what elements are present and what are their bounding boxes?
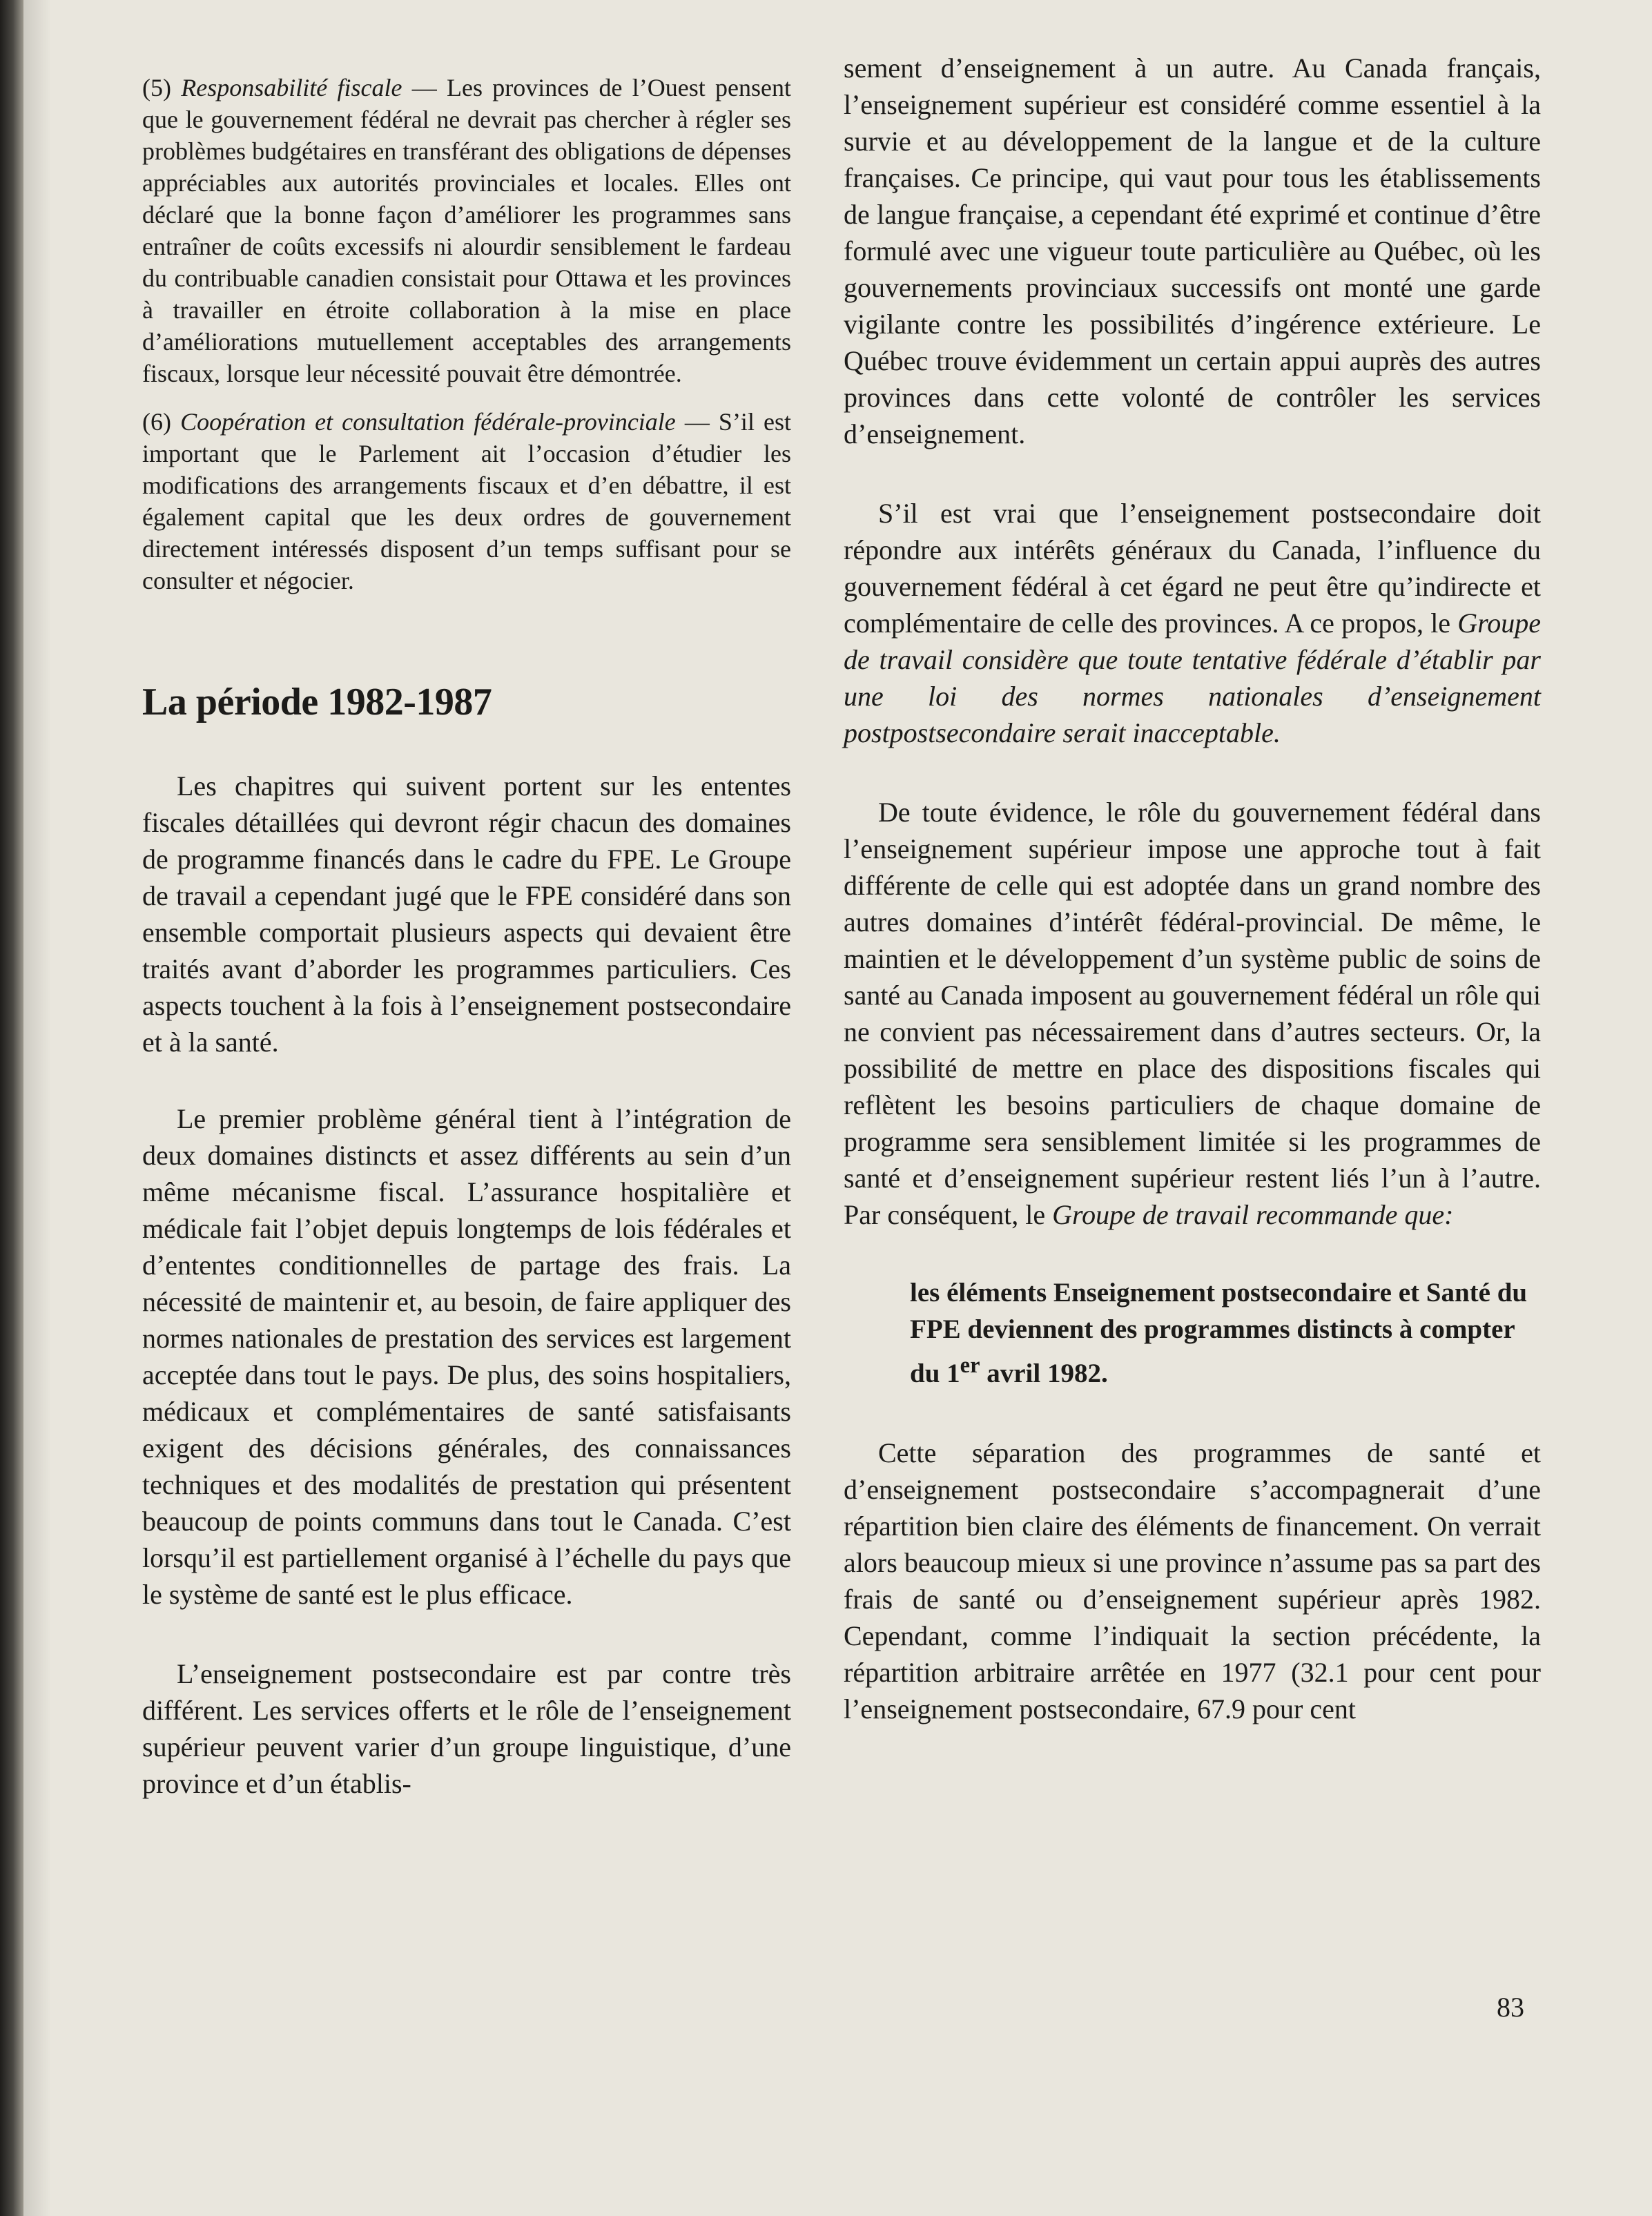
page-shadow xyxy=(23,0,51,2216)
paragraph-continuation: sement d’enseignement à un autre. Au Canada français, l’enseignement supérieur est considéré comme essentiel à la survie et au développement de la langue et de la culture françaises. Ce principe, qui vaut pour tous les établissements de langue française, a cependant été exprimé et continue d’être formulé avec une vigueur toute particulière au Québec, où les gouvernements provinciaux successifs ont monté une garde vigilante contre les possibilités d’ingérence extérieure. Le Québec trouve évidemment un certain appui auprès des autres provinces dans cette volonté de contrôler les services d’enseignement. xyxy=(844,52,1541,449)
left-column xyxy=(142,72,791,1802)
item-5-text: — Les provinces de l’Ouest pensent que le gouvernement fédéral ne devrait pas chercher à régler ses problèmes budgétaires en transférant des obligations de dépenses appréciables aux autorités provinciales et locales. Elles ont déclaré que la bonne façon d’améliorer les programmes sans entraîner de coûts excessifs ni alourdir sensiblement le fardeau du contribuable canadien consistait pour Ottawa et les provinces à travailler en étroite collaboration à la mise en place d’améliorations mutuellement acceptables des arrangements fiscaux, lorsque leur nécessité pouvait être démontrée. xyxy=(142,74,792,387)
paragraph-first-problem: Le premier problème général tient à l’intégration de deux domaines distincts et assez différents au sein d’un même mécanisme fiscal. L’assurance hospitalière et médicale fait l’objet depuis longtemps de lois fédérales et d’ententes conditionnelles de partage des frais. La nécessité de maintenir et, au besoin, de faire appliquer des normes nationales de prestation des services est largement acceptée dans tout le pays. De plus, des soins hospitaliers, médicaux et complémentaires de santé satisfaisants exigent des décisions générales, des connaissances techniques et des modalités de prestation qui présentent beaucoup de points communs dans tout le Canada. C’est lorsqu’il est partiellement organisé à l’échelle du pays que le système de santé est le plus efficace. xyxy=(142,1103,791,1610)
recommendation-text: les éléments Enseignement postsecondaire et Santé du FPE deviennent des programmes distincts à compter du 1 xyxy=(910,1278,1528,1388)
recommendation xyxy=(910,1274,1541,1392)
item-6-number: (6) xyxy=(142,408,171,436)
item-5-paragraph xyxy=(142,72,791,389)
page-number: 83 xyxy=(1497,1992,1524,2023)
recommendation-superscript: er xyxy=(960,1353,980,1378)
paragraph-federal-influence xyxy=(844,495,1541,751)
paragraph-postsecondary: L’enseignement postsecondaire est par contre très différent. Les services offerts et le rôle de l’enseignement supérieur peuvent varier d’un groupe linguistique, d’une province et d’un établis- xyxy=(142,1658,791,1799)
item-6-title: Coopération et consultation fédérale-provinciale xyxy=(180,408,676,436)
section-heading: La période 1982-1987 xyxy=(142,681,492,723)
recommendation-end: avril 1982. xyxy=(980,1359,1108,1388)
item-5-number: (5) xyxy=(142,74,171,101)
para3-text: De toute évidence, le rôle du gouvernement fédéral dans l’enseignement supérieur impose une approche tout à fait différente de celle qui est adoptée dans un grand nombre des autres domaines d’intérêt fédéral-provincial. De même, le maintien et le développement d’un système public de soins de santé au Canada imposent au gouvernement fédéral un rôle qui ne convient pas nécessairement dans d’autres secteurs. Or, la possibilité de mettre en place des dispositions fiscales qui reflètent les besoins particuliers de chaque domaine de programme sera sensiblement limitée si les programmes de santé et d’enseignement supérieur restent liés l’un à l’autre. Par conséquent, le xyxy=(844,797,1541,1230)
right-column xyxy=(844,50,1541,1727)
para2-text: S’il est vrai que l’enseignement postsecondaire doit répondre aux intérêts généraux du Canada, l’influence du gouvernement fédéral à cet égard ne peut être qu’indirecte et complémentaire de celle des provinces. A ce propos, le xyxy=(844,498,1541,639)
paragraph-separation: Cette séparation des programmes de santé et d’enseignement postsecondaire s’accompagnerait d’une répartition bien claire des éléments de financement. On verrait alors beaucoup mieux si une province n’assume pas sa part des frais de santé ou d’enseignement supérieur après 1982. Cependant, comme l’indiquait la section précédente, la répartition arbitraire arrêtée en 1977 (32.1 pour cent pour l’enseignement postsecondaire, 67.9 pour cent xyxy=(844,1437,1541,1724)
item-6-paragraph xyxy=(142,406,791,596)
paragraph-federal-role xyxy=(844,794,1541,1233)
para3-italic: Groupe de travail recommande que: xyxy=(1052,1199,1454,1230)
book-gutter xyxy=(0,0,23,2216)
paragraph-chapters: Les chapitres qui suivent portent sur les ententes fiscales détaillées qui devront régir chacun des domaines de programme financés dans le cadre du FPE. Le Groupe de travail a cependant jugé que le FPE considéré dans son ensemble comportait plusieurs aspects qui devaient être traités avant d’aborder les programmes particuliers. Ces aspects touchent à la fois à l’enseignement postsecondaire et à la santé. xyxy=(142,770,791,1058)
para2-italic: Groupe de travail considère que toute tentative fédérale d’établir par une loi des normes nationales d’enseignement postpostsecondaire serait inacceptable. xyxy=(844,608,1541,748)
item-5-title: Responsabilité fiscale xyxy=(181,74,402,101)
item-6-text: — S’il est important que le Parlement ait l’occasion d’étudier les modifications des arrangements fiscaux et d’en débattre, il est également capital que les deux ordres de gouvernement directement intéressés disposent d’un temps suffisant pour se consulter et négocier. xyxy=(142,408,791,594)
